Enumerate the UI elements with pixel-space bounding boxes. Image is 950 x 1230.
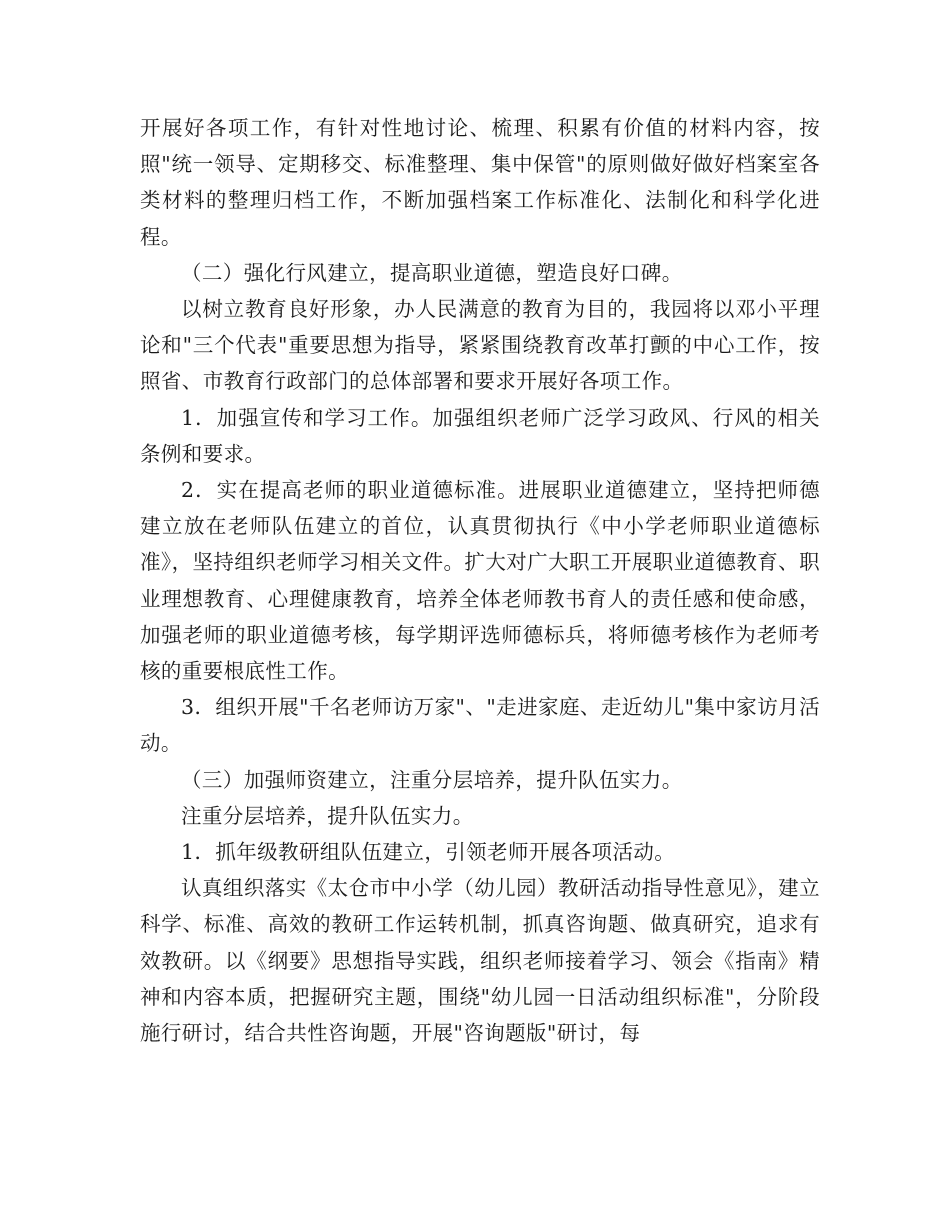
document-body	[140, 110, 820, 1051]
paragraph-continuation: 开展好各项工作，有针对性地讨论、梳理、积累有价值的材料内容，按照"统一领导、定期移交、标准整理、集中保管"的原则做好做好档案室各类材料的整理归档工作，不断加强档案工作标准化、法制化和科学化进程。	[140, 116, 820, 249]
list-item-3: 3．组织开展"千名老师访万家"、"走进家庭、走近幼儿"集中家访月活动。	[140, 695, 820, 756]
section-heading-2: （二）强化行风建立，提高职业道德，塑造良好口碑。	[181, 260, 683, 285]
paragraph-section-2-intro: 以树立教育良好形象，办人民满意的教育为目的，我园将以邓小平理论和"三个代表"重要思想为指导，紧紧围绕教育改革打颤的中心工作，按照省、市教育行政部门的总体部署和要求开展好各项工作。	[140, 297, 820, 394]
section-heading-3: （三）加强师资建立，注重分层培养，提升队伍实力。	[181, 767, 683, 792]
list-item-1: 1．加强宣传和学习工作。加强组织老师广泛学习政风、行风的相关条例和要求。	[140, 405, 820, 466]
list-item-2: 2．实在提高老师的职业道德标准。进展职业道德建立，坚持把师德建立放在老师队伍建立的首位，认真贯彻执行《中小学老师职业道德标准》，坚持组织老师学习相关文件。扩大对广大职工开展职业道德教育、职业理想教育、心理健康教育，培养全体老师教书育人的责任感和使命感，加强老师的职业道德考核，每学期评选师德标兵，将师德考核作为老师考核的重要根底性工作。	[140, 478, 820, 684]
subsection-heading-1: 1．抓年级教研组队伍建立，引领老师开展各项活动。	[181, 840, 676, 865]
paragraph-subsection-1-body: 认真组织落实《太仓市中小学（幼儿园）教研活动指导性意见》，建立科学、标准、高效的教研工作运转机制，抓真咨询题、做真研究，追求有效教研。以《纲要》思想指导实践，组织老师接着学习、领会《指南》精神和内容本质，把握研究主题，围绕"幼儿园一日活动组织标准"，分阶段施行研讨，结合共性咨询题，开展"咨询题版"研讨，每	[140, 876, 820, 1046]
paragraph-section-3-intro: 注重分层培养，提升队伍实力。	[181, 803, 474, 828]
